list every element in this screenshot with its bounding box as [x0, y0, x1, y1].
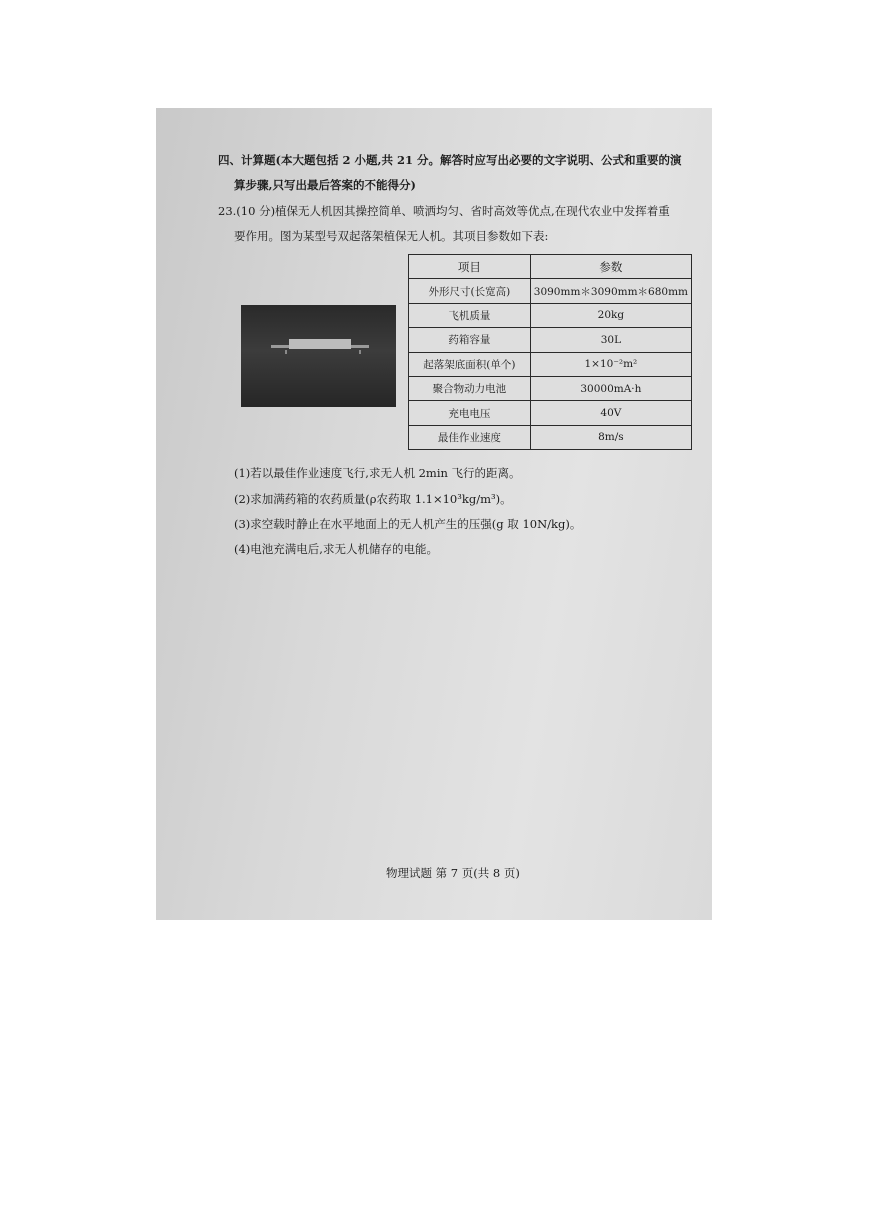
row-item: 起落架底面积(单个) [409, 352, 531, 376]
row-value: 20kg [530, 303, 691, 327]
drone-landing-gear [285, 350, 361, 354]
table-row [409, 328, 692, 352]
question-intro-line-2: 要作用。图为某型号双起落架植保无人机。其项目参数如下表: [234, 229, 549, 243]
drone-photo [241, 305, 396, 407]
row-item: 外形尺寸(长宽高) [409, 279, 531, 303]
section-heading-line-1: 四、计算题(本大题包括 2 小题,共 21 分。解答时应写出必要的文字说明、公式和重要的演 [218, 153, 682, 167]
row-item: 药箱容量 [409, 328, 531, 352]
table-row [409, 279, 692, 303]
subquestion-4: (4)电池充满电后,求无人机储存的电能。 [234, 542, 438, 556]
page-footer: 物理试题 第 7 页(共 8 页) [386, 866, 520, 880]
row-item: 飞机质量 [409, 303, 531, 327]
subquestion-1: (1)若以最佳作业速度飞行,求无人机 2min 飞行的距离。 [234, 466, 521, 480]
question-intro-line-1: 23.(10 分)植保无人机因其操控简单、喷洒均匀、省时高效等优点,在现代农业中发挥着重 [218, 204, 670, 218]
row-item: 充电电压 [409, 401, 531, 425]
section-heading-line-2: 算步骤,只写出最后答案的不能得分) [234, 178, 416, 192]
row-value: 1×10⁻²m² [530, 352, 691, 376]
table-header-row [409, 255, 692, 279]
row-value: 3090mm＊3090mm＊680mm [530, 279, 691, 303]
row-item: 聚合物动力电池 [409, 376, 531, 400]
parameter-table [408, 254, 692, 450]
table-header-item: 项目 [409, 255, 531, 279]
subquestion-2: (2)求加满药箱的农药质量(ρ农药取 1.1×10³kg/m³)。 [234, 492, 512, 506]
row-item: 最佳作业速度 [409, 425, 531, 449]
table-row [409, 425, 692, 449]
row-value: 8m/s [530, 425, 691, 449]
table-row [409, 352, 692, 376]
row-value: 40V [530, 401, 691, 425]
exam-page-photo [156, 108, 712, 920]
table-row [409, 376, 692, 400]
row-value: 30L [530, 328, 691, 352]
subquestion-3: (3)求空载时静止在水平地面上的无人机产生的压强(g 取 10N/kg)。 [234, 517, 582, 531]
table-row [409, 303, 692, 327]
table-row [409, 401, 692, 425]
table-header-value: 参数 [530, 255, 691, 279]
drone-body [289, 339, 351, 349]
row-value: 30000mA·h [530, 376, 691, 400]
